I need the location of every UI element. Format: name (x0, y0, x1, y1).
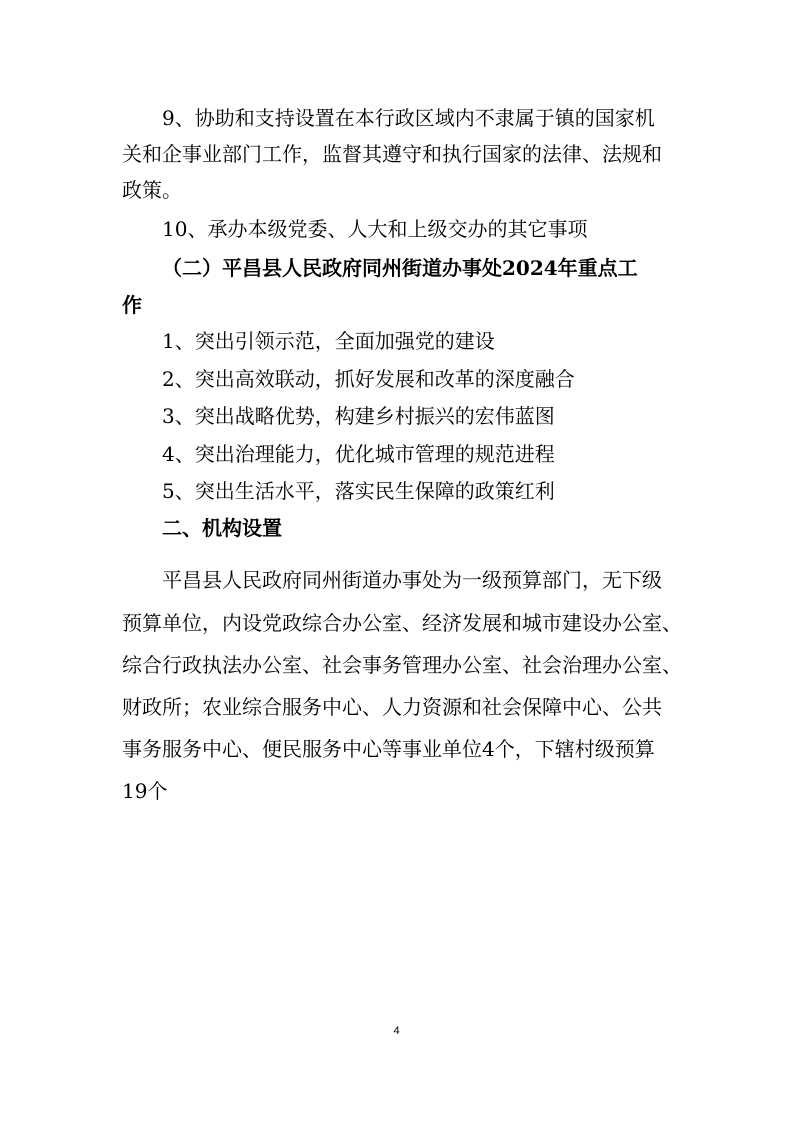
item-10: 10、承办本级党委、人大和上级交办的其它事项 (162, 217, 588, 241)
org-paragraph-line: 19个 (122, 779, 168, 803)
item-9-line-2: 关和企事业部门工作，监督其遵守和执行国家的法律、法规和 (122, 142, 662, 166)
section-two-heading-line-2: 作 (122, 293, 142, 317)
priority-item: 5、突出生活水平，落实民生保障的政策红利 (162, 479, 555, 503)
org-paragraph-line: 财政所；农业综合服务中心、人力资源和社会保障中心、公共 (122, 695, 662, 719)
org-heading: 二、机构设置 (162, 516, 282, 540)
item-9-line-3: 政策。 (122, 178, 182, 202)
section-two-heading-line-1: （二）平昌县人民政府同州街道办事处2024年重点工 (162, 256, 638, 280)
org-paragraph-line: 预算单位，内设党政综合办公室、经济发展和城市建设办公室、 (122, 611, 682, 635)
priority-item: 3、突出战略优势，构建乡村振兴的宏伟蓝图 (162, 404, 555, 428)
org-paragraph-line: 事务服务中心、便民服务中心等事业单位4个，下辖村级预算 (122, 737, 655, 761)
page-number: 4 (393, 1025, 400, 1037)
priority-item: 2、突出高效联动，抓好发展和改革的深度融合 (162, 367, 575, 391)
priority-item: 1、突出引领示范，全面加强党的建设 (162, 329, 495, 353)
org-paragraph-line: 综合行政执法办公室、社会事务管理办公室、社会治理办公室、 (122, 653, 682, 677)
item-9-line-1: 9、协助和支持设置在本行政区域内不隶属于镇的国家机 (162, 106, 655, 130)
org-paragraph-line: 平昌县人民政府同州街道办事处为一级预算部门，无下级 (162, 568, 662, 592)
priority-item: 4、突出治理能力，优化城市管理的规范进程 (162, 442, 555, 466)
